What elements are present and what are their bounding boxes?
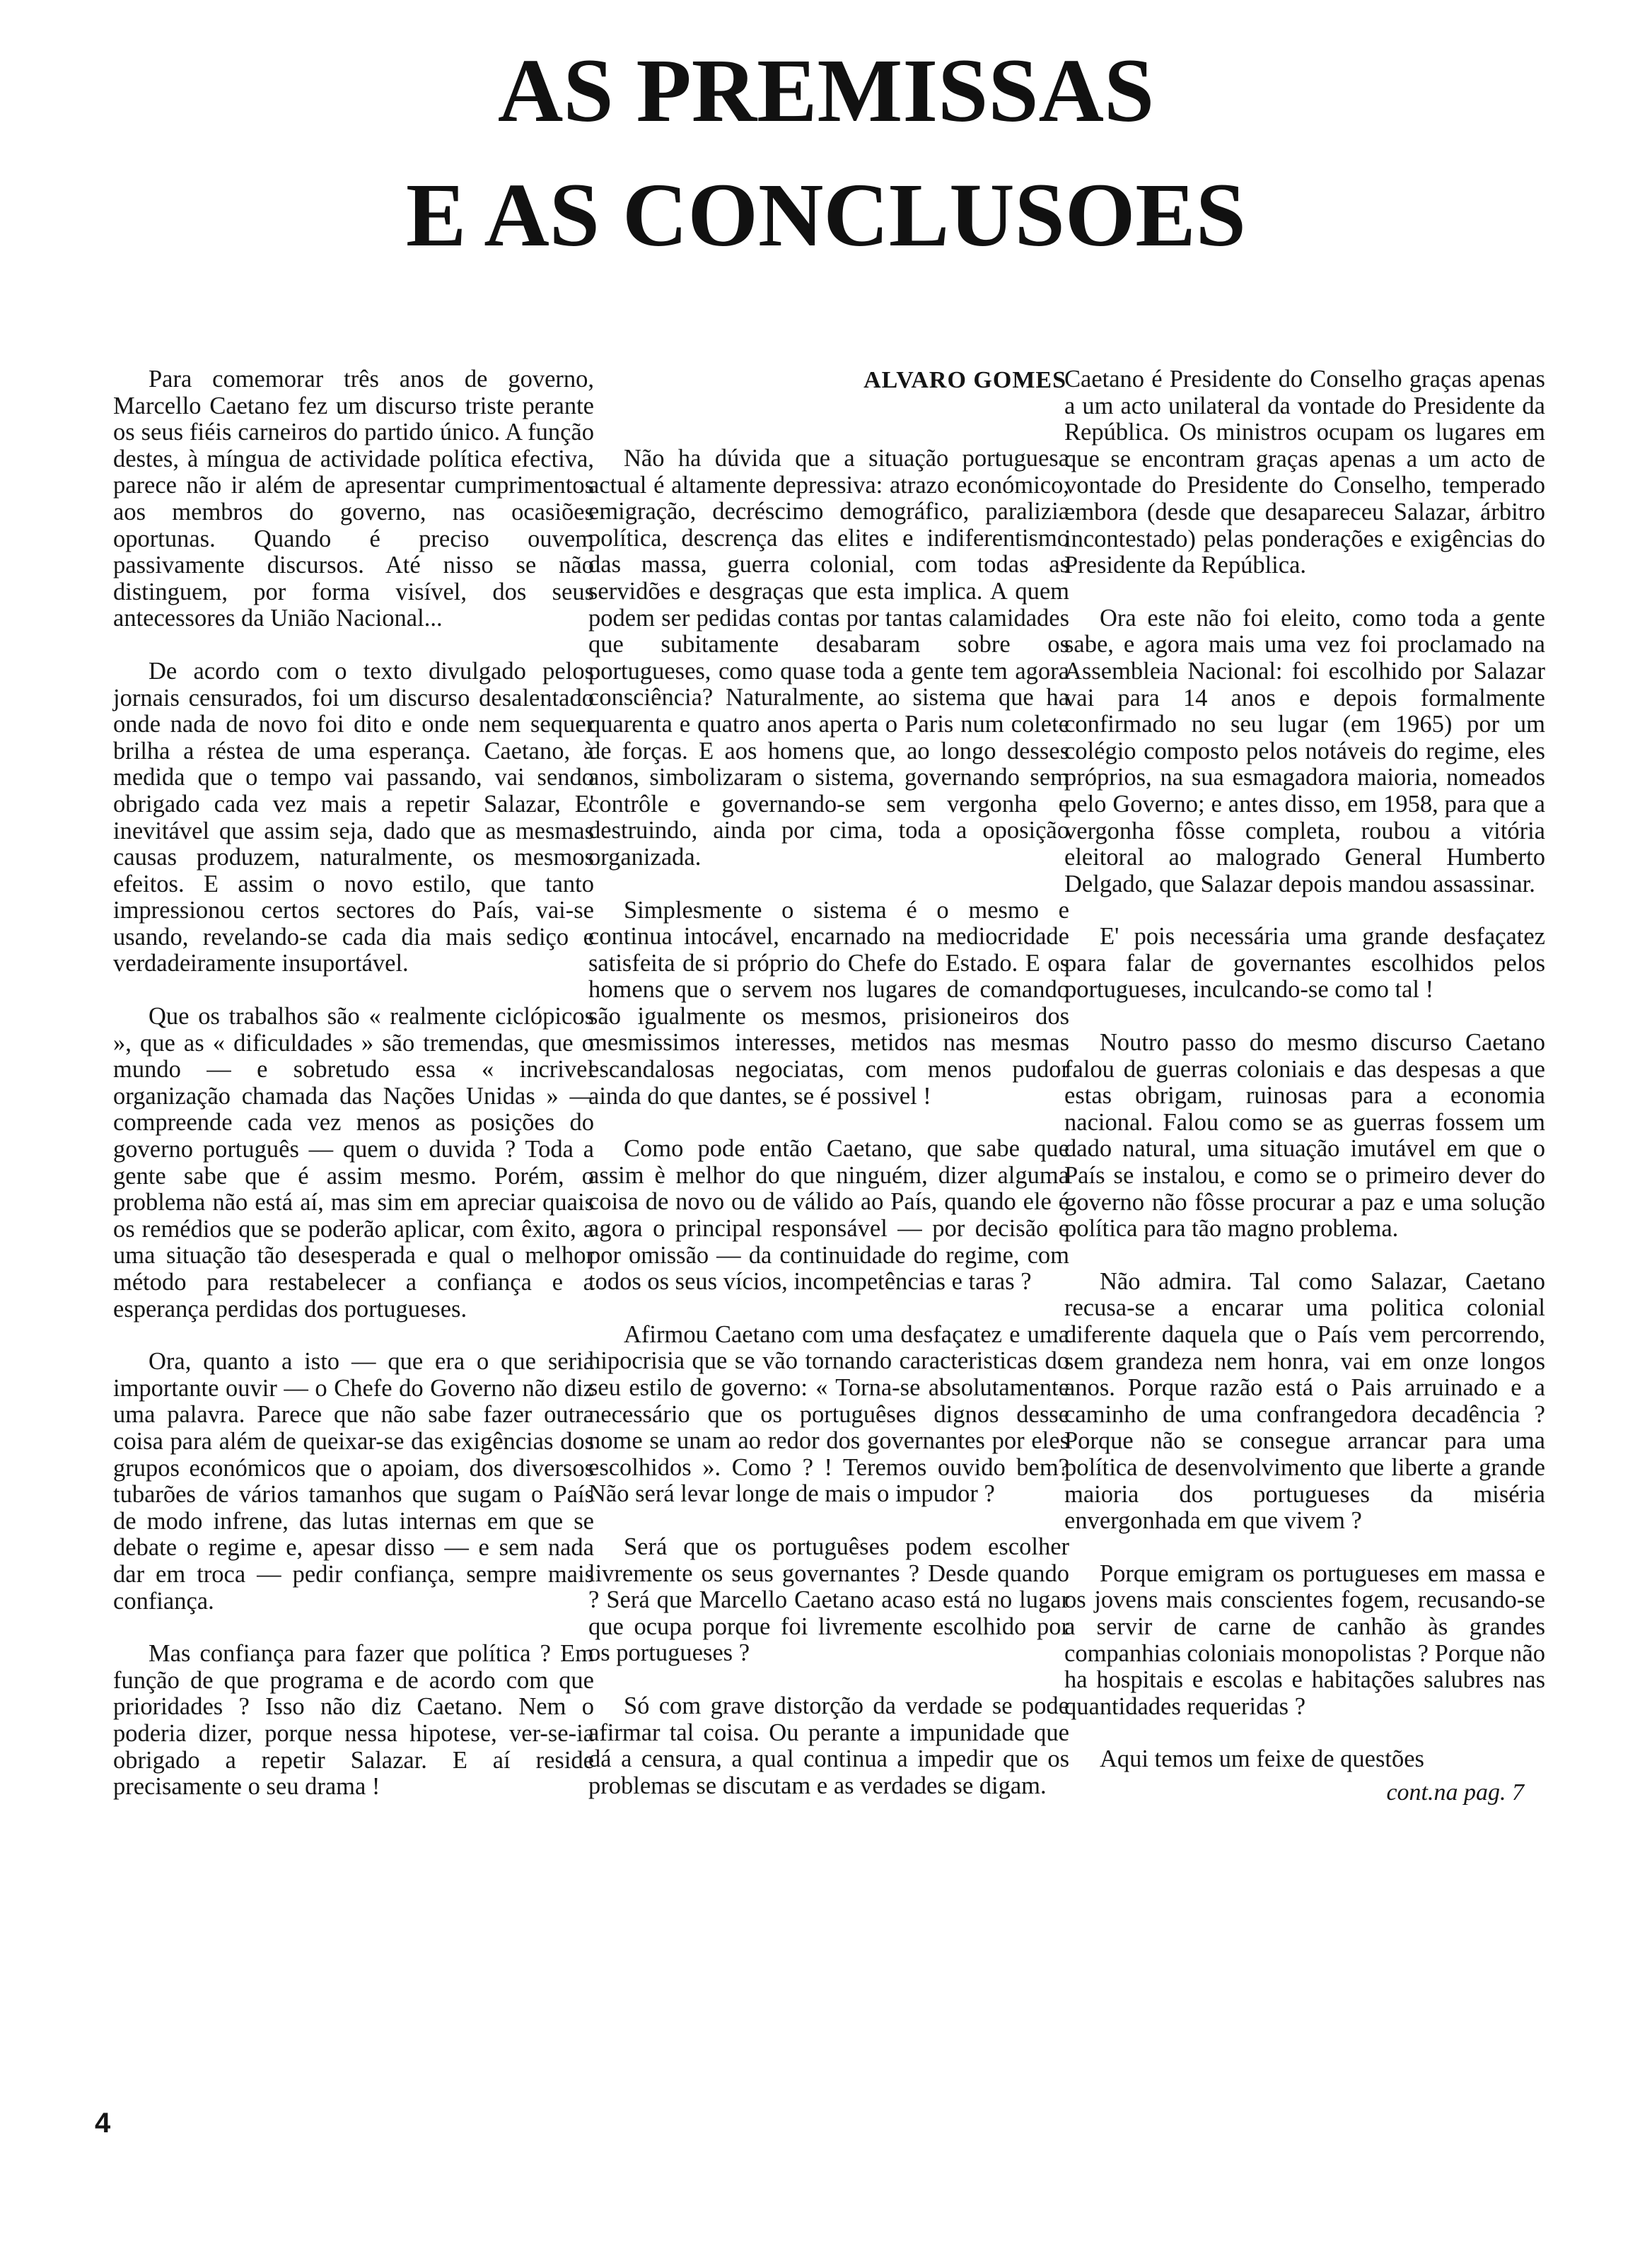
page-number: 4 xyxy=(95,2108,111,2139)
paragraph: Caetano é Presidente do Conselho graças apenas a um acto unilateral da vontade do Presidente da República. Os ministros ocupam os lugares em que se encontram graças apenas a um acto de vontade do Presidente do Conselho, temperado embora (desde que desapareceu Salazar, árbitro incontestado) pelas ponderações e exigências do Presidente da República. xyxy=(1064,366,1545,579)
paragraph: Não admira. Tal como Salazar, Caetano recusa-se a encarar uma politica colonial diferente daquela que o País vem percorrendo, sem grandeza nem honra, vai em onze longos anos. Porque razão está o Pais arruinado e a caminho de uma confrangedora decadência ? Porque não se consegue arrancar para uma política de desenvolvimento que liberte a grande maioria dos portugueses da miséria envergonhada em que vivem ? xyxy=(1064,1267,1545,1535)
paragraph: Para comemorar três anos de governo, Marcello Caetano fez um discurso triste perante os seus fiéis carneiros do partido único. A função destes, à míngua de actividade política efectiva, parece não ir além de apresentar cumprimentos aos membros do governo, nas ocasiões oportunas. Quando é preciso ouvem passivamente discursos. Até nisso se não distinguem, por forma visível, dos seus antecessores da União Nacional... xyxy=(113,366,594,632)
paragraph: Noutro passo do mesmo discurso Caetano falou de guerras coloniais e das despesas a que estas obrigam, ruinosas para a economia nacional. Falou como se as guerras fossem um dado natural, uma situação imutável em que o País se instalou, e como se o primeiro dever do governo não fôsse procurar a paz e uma solução política para tão magno problema. xyxy=(1064,1029,1545,1243)
paragraph: Afirmou Caetano com uma desfaçatez e uma hipocrisia que se vão tornando caracteristicas do seu estilo de governo: « Torna-se absolutamente necessário que os portuguêses dignos desse nome se unam ao redor dos governantes por eles escolhidos ». Como ? ! Teremos ouvido bem? Não será levar longe de mais o impudor ? xyxy=(588,1320,1069,1508)
paragraph: Será que os portuguêses podem escolher livremente os seus governantes ? Desde quando ? Será que Marcello Caetano acaso está no lugar que ocupa porque foi livremente escolhido por os portugueses ? xyxy=(588,1533,1069,1667)
paragraph: Não ha dúvida que a situação portuguesa actual é altamente depressiva: atrazo económico, emigração, decréscimo demográfico, paralizia política, descrença das elites e indiferentismo das massa, guerra colonial, com todas as servidões e desgraças que esta implica. A quem podem ser pedidas contas por tantas calamidades que subitamente desabaram sobre os portugueses, como quase toda a gente tem agora consciência? Naturalmente, ao sistema que ha quarenta e quatro anos aperta o Paris num colete de forças. E aos homens que, ao longo desses anos, simbolizaram o sistema, governando sem contrôle e governando-se sem vergonha e destruindo, ainda por cima, toda a oposição organizada. xyxy=(588,445,1069,871)
paragraph: Como pode então Caetano, que sabe que assim è melhor do que ninguém, dizer alguma coisa de novo ou de válido ao País, quando ele é agora o principal responsável — por decisão e por omissão — da continuidade do regime, com todos os seus vícios, incompetências e taras ? xyxy=(588,1135,1069,1296)
paragraph: Que os trabalhos são « realmente ciclópicos », que as « dificuldades » são tremendas, que o mundo — e sobretudo essa « incrivel organização chamada das Nações Unidas » — compreende cada vez menos as posições do governo português — quem o duvida ? Toda a gente sabe que é assim mesmo. Porém, o problema não está aí, mas sim em apreciar quais os remédios que se poderão aplicar, com êxito, a uma situação tão desesperada e qual o melhor método para restabelecer a confiança e a esperança perdidas dos portugueses. xyxy=(113,1003,594,1323)
paragraph: Ora este não foi eleito, como toda a gente sabe, e agora mais uma vez foi proclamado na Assembleia Nacional: foi escolhido por Salazar vai para 14 anos e depois formalmente confirmado no seu lugar (em 1965) por um colégio composto pelos notáveis do regime, eles próprios, na sua esmagadora maioria, nomeados pelo Governo; e antes disso, em 1958, para que a vergonha fôsse completa, roubou a vitória eleitoral ao malogrado General Humberto Delgado, que Salazar depois mandou assassinar. xyxy=(1064,604,1545,897)
text-column-1 xyxy=(113,366,594,1827)
author-byline: ALVARO GOMES xyxy=(863,367,1066,393)
paragraph: Porque emigram os portugueses em massa e os jovens mais conscientes fogem, recusando-se a servir de carne de canhão às grandes companhias coloniais monopolistas ? Porque não ha hospitais e escolas e habitações salubres nas quantidades requeridas ? xyxy=(1064,1559,1545,1720)
paragraph: Simplesmente o sistema é o mesmo e continua intocável, encarnado na mediocridade satisfeita de si próprio do Chefe do Estado. E os homens que o servem nos lugares de comando são igualmente os mesmos, prisioneiros dos mesmissimos interesses, metidos nas mesmas escandalosas negociatas, com menos pudor ainda do que dantes, se é possivel ! xyxy=(588,896,1069,1110)
paragraph: Mas confiança para fazer que política ? Em função de que programa e de acordo com que prioridades ? Isso não diz Caetano. Nem o poderia dizer, porque nessa hipotese, ver-se-ia obrigado a repetir Salazar. E aí reside precisamente o seu drama ! xyxy=(113,1640,594,1801)
paragraph: Só com grave distorção da verdade se pode afirmar tal coisa. Ou perante a impunidade que dá a censura, a qual continua a impedir que os problemas se discutam e as verdades se digam. xyxy=(588,1692,1069,1799)
title-line-2: E AS CONCLUSOES xyxy=(406,165,1246,265)
paragraph: De acordo com o texto divulgado pelos jornais censurados, foi um discurso desalentado onde nada de novo foi dito e onde nem sequer brilha a réstea de uma esperança. Caetano, à medida que o tempo vai passando, vai sendo obrigado cada vez mais a repetir Salazar, E' inevitável que assim seja, dado que as mesmas causas produzem, naturalmente, os mesmos efeitos. E assim o novo estilo, que tanto impressionou certos sectores do País, vai-se usando, revelando-se cada dia mais sediço e verdadeiramente insuportável. xyxy=(113,657,594,977)
text-column-3 xyxy=(1064,366,1545,1807)
continuation-note: cont.na pag. 7 xyxy=(1386,1779,1524,1806)
paragraph: Ora, quanto a isto — que era o que seria importante ouvir — o Chefe do Governo não diz uma palavra. Parece que não sabe fazer outra coisa para além de queixar-se das exigências dos grupos económicos que o apoiam, dos diversos tubarões de vários tamanhos que sugam o País de modo infrene, das lutas internas em que se debate o regime e, apesar disso — e sem nada dar em troca — pedir confiança, sempre mais confiança. xyxy=(113,1348,594,1615)
paragraph: E' pois necessária uma grande desfaçatez para falar de governantes escolhidos pelos portugueses, inculcando-se como tal ! xyxy=(1064,923,1545,1004)
title-line-1: AS PREMISSAS xyxy=(497,40,1155,141)
paragraph: Aqui temos um feixe de questões xyxy=(1100,1745,1424,1773)
text-column-2 xyxy=(588,366,1069,1825)
article-title xyxy=(0,28,1652,277)
